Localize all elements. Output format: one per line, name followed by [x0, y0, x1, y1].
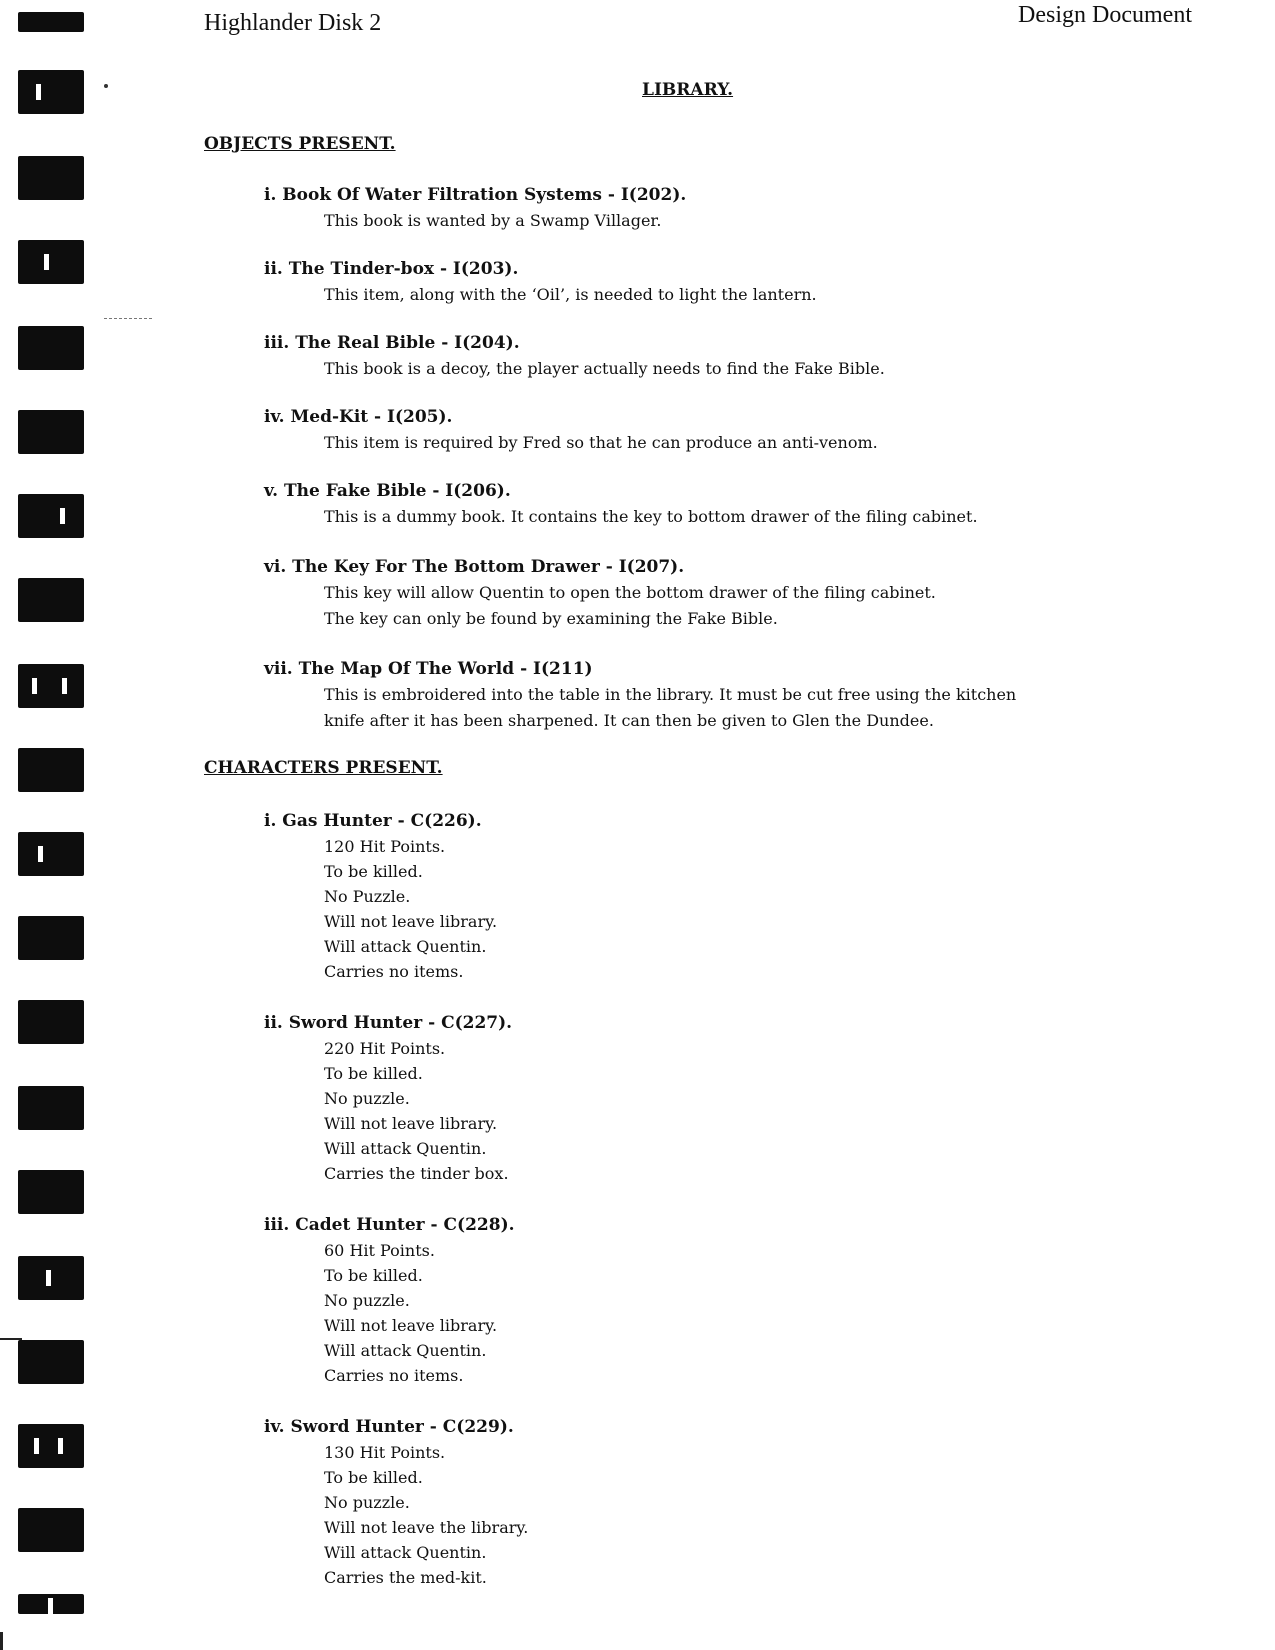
character-attribute: Will not leave the library. [324, 1518, 529, 1537]
binder-hole [18, 1000, 84, 1044]
character-attribute: To be killed. [324, 1266, 423, 1285]
object-item [264, 182, 686, 234]
binder-hole [18, 240, 84, 284]
page-title: LIBRARY. [642, 80, 734, 100]
character-attribute: Will attack Quentin. [324, 937, 487, 956]
binder-hole [18, 916, 84, 960]
character-title: ii. Sword Hunter - C(227). [264, 1013, 513, 1033]
character-title: iv. Sword Hunter - C(229). [264, 1417, 514, 1437]
binder-hole [18, 1256, 84, 1300]
character-attribute: Will not leave library. [324, 1114, 498, 1133]
character-attribute: To be killed. [324, 862, 423, 881]
object-item [264, 330, 885, 382]
binder-hole [18, 1594, 84, 1614]
object-title: i. Book Of Water Filtration Systems - I(202). [264, 185, 687, 205]
object-description: This is a dummy book. It contains the key to bottom drawer of the filing cabinet. [324, 507, 978, 526]
binder-hole [18, 410, 84, 454]
character-attribute: No puzzle. [324, 1089, 410, 1108]
object-description: This item is required by Fred so that he can produce an anti-venom. [324, 433, 878, 452]
character-attribute: Carries no items. [324, 1366, 464, 1385]
object-description: This book is wanted by a Swamp Villager. [324, 211, 662, 230]
binder-hole [18, 494, 84, 538]
binder-hole [18, 832, 84, 876]
scan-mark [0, 1338, 22, 1340]
object-description: This book is a decoy, the player actually needs to find the Fake Bible. [324, 359, 885, 378]
binder-hole [18, 1340, 84, 1384]
character-title: i. Gas Hunter - C(226). [264, 811, 482, 831]
object-title: vii. The Map Of The World - I(211) [264, 659, 593, 679]
object-title: iii. The Real Bible - I(204). [264, 333, 520, 353]
object-description: This item, along with the ‘Oil’, is needed to light the lantern. [324, 285, 817, 304]
character-item [264, 1414, 528, 1590]
character-attribute: Carries the tinder box. [324, 1164, 509, 1183]
scan-speck [104, 84, 108, 88]
scan-mark [104, 318, 152, 319]
binder-hole [18, 1508, 84, 1552]
object-description: knife after it has been sharpened. It can then be given to Glen the Dundee. [324, 711, 934, 730]
object-description: This is embroidered into the table in the library. It must be cut free using the kitchen [324, 685, 1017, 704]
object-description: This key will allow Quentin to open the bottom drawer of the filing cabinet. [324, 583, 936, 602]
character-attribute: No puzzle. [324, 1493, 410, 1512]
binder-hole [18, 12, 84, 32]
binder-hole [18, 1086, 84, 1130]
binder-hole [18, 70, 84, 114]
character-title: iii. Cadet Hunter - C(228). [264, 1215, 515, 1235]
binder-holes [14, 0, 86, 1650]
object-title: v. The Fake Bible - I(206). [264, 481, 511, 501]
binder-hole [18, 1170, 84, 1214]
binder-hole [18, 664, 84, 708]
character-item [264, 1010, 512, 1186]
binder-hole [18, 156, 84, 200]
object-item [264, 656, 1016, 734]
character-attribute: Will not leave library. [324, 1316, 498, 1335]
character-attribute: No puzzle. [324, 1291, 410, 1310]
object-title: vi. The Key For The Bottom Drawer - I(207). [264, 557, 685, 577]
document-header-type: Design Document [1018, 2, 1192, 28]
object-item [264, 554, 936, 632]
binder-hole [18, 748, 84, 792]
character-attribute: No Puzzle. [324, 887, 411, 906]
character-item [264, 1212, 515, 1388]
character-attribute: Will attack Quentin. [324, 1341, 487, 1360]
object-item [264, 478, 978, 530]
character-attribute: To be killed. [324, 1064, 423, 1083]
binder-hole [18, 326, 84, 370]
object-description: The key can only be found by examining the Fake Bible. [324, 609, 778, 628]
character-attribute: Will not leave library. [324, 912, 498, 931]
binder-hole [18, 578, 84, 622]
object-title: iv. Med-Kit - I(205). [264, 407, 453, 427]
character-attribute: 120 Hit Points. [324, 837, 446, 856]
scan-mark [0, 1632, 3, 1650]
character-attribute: 130 Hit Points. [324, 1443, 446, 1462]
character-attribute: Carries the med-kit. [324, 1568, 487, 1587]
document-header-title: Highlander Disk 2 [204, 10, 382, 36]
binder-hole [18, 1424, 84, 1468]
character-attribute: Carries no items. [324, 962, 464, 981]
character-attribute: Will attack Quentin. [324, 1139, 487, 1158]
character-attribute: To be killed. [324, 1468, 423, 1487]
characters-heading: CHARACTERS PRESENT. [204, 758, 443, 778]
character-item [264, 808, 497, 984]
objects-heading: OBJECTS PRESENT. [204, 134, 396, 154]
character-attribute: 60 Hit Points. [324, 1241, 435, 1260]
character-attribute: 220 Hit Points. [324, 1039, 446, 1058]
object-item [264, 404, 878, 456]
object-item [264, 256, 817, 308]
object-title: ii. The Tinder-box - I(203). [264, 259, 519, 279]
character-attribute: Will attack Quentin. [324, 1543, 487, 1562]
